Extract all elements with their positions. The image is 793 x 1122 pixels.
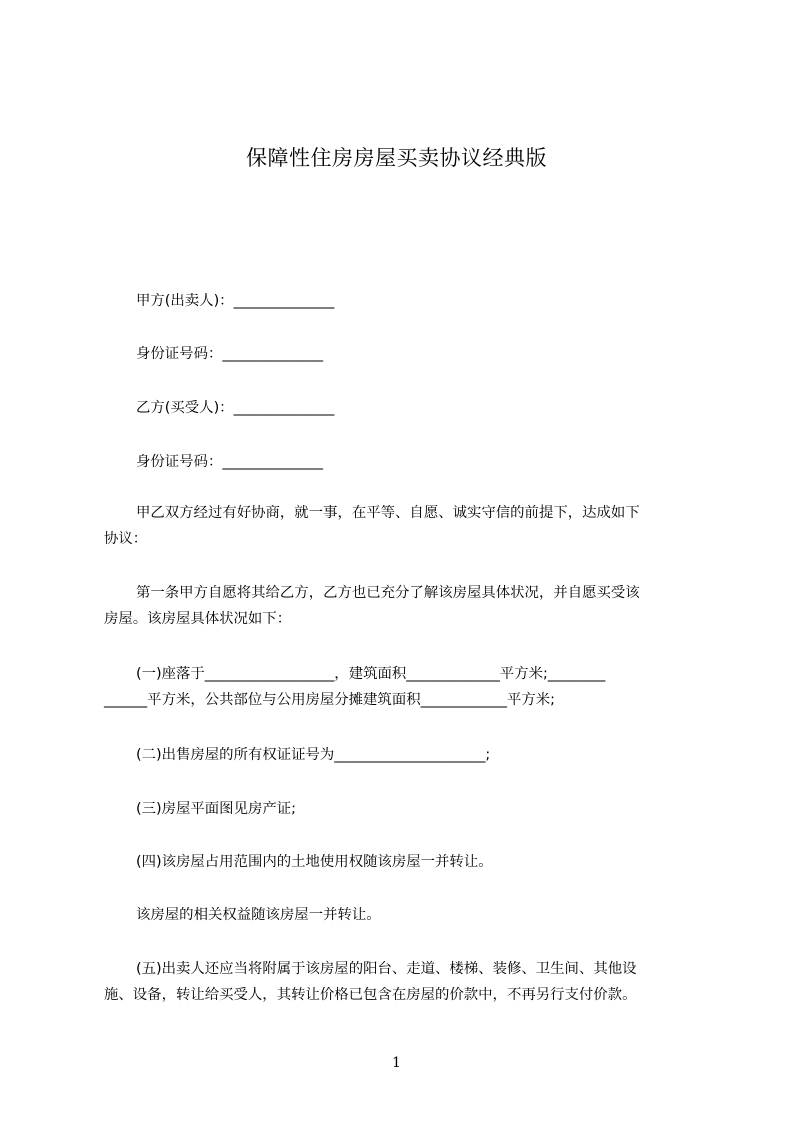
intro-paragraph [104,500,704,552]
item-2-line: (二)出售房屋的所有权证证号为_____________________; [136,747,491,763]
item-5-line-2: 施、设备，转让给买受人，其转让价格已包含在房屋的价款中，不再另行支付价款。 [104,987,637,1003]
party-b-line: 乙方(买受人)：______________ [136,400,335,416]
item-1-line-1: (一)座落于__________________，建筑面积_____________平方米;________ [136,666,606,682]
item-5-paragraph [104,956,704,1008]
party-b-id-line: 身份证号码：______________ [136,454,324,470]
party-a-line: 甲方(出卖人)：______________ [136,293,335,309]
item-4-line: (四)该房屋占用范围内的土地使用权随该房屋一并转让。 [136,854,493,870]
party-a-id-line: 身份证号码：______________ [136,346,324,362]
rights-line: 该房屋的相关权益随该房屋一并转让。 [136,907,381,923]
item-5-line-1: (五)出卖人还应当将附属于该房屋的阳台、走道、楼梯、装修、卫生间、其他设 [136,961,637,977]
intro-line-2: 协议： [104,531,148,547]
item-1-paragraph [104,661,704,713]
document-title: 保障性住房房屋买卖协议经典版 [246,146,547,170]
article-1-line-2: 房屋。该房屋具体状况如下： [104,611,292,627]
article-1-line-1: 第一条甲方自愿将其给乙方，乙方也已充分了解该房屋具体状况，并自愿买受该 [136,585,640,601]
page-number: 1 [392,1055,401,1071]
item-1-line-2: ______平方米，公共部位与公用房屋分摊建筑面积____________平方米; [104,692,555,708]
item-3-line: (三)房屋平面图见房产证; [136,801,296,817]
article-1-paragraph [104,580,704,632]
intro-line-1: 甲乙双方经过有好协商，就一事，在平等、自愿、诚实守信的前提下，达成如下 [136,505,640,521]
